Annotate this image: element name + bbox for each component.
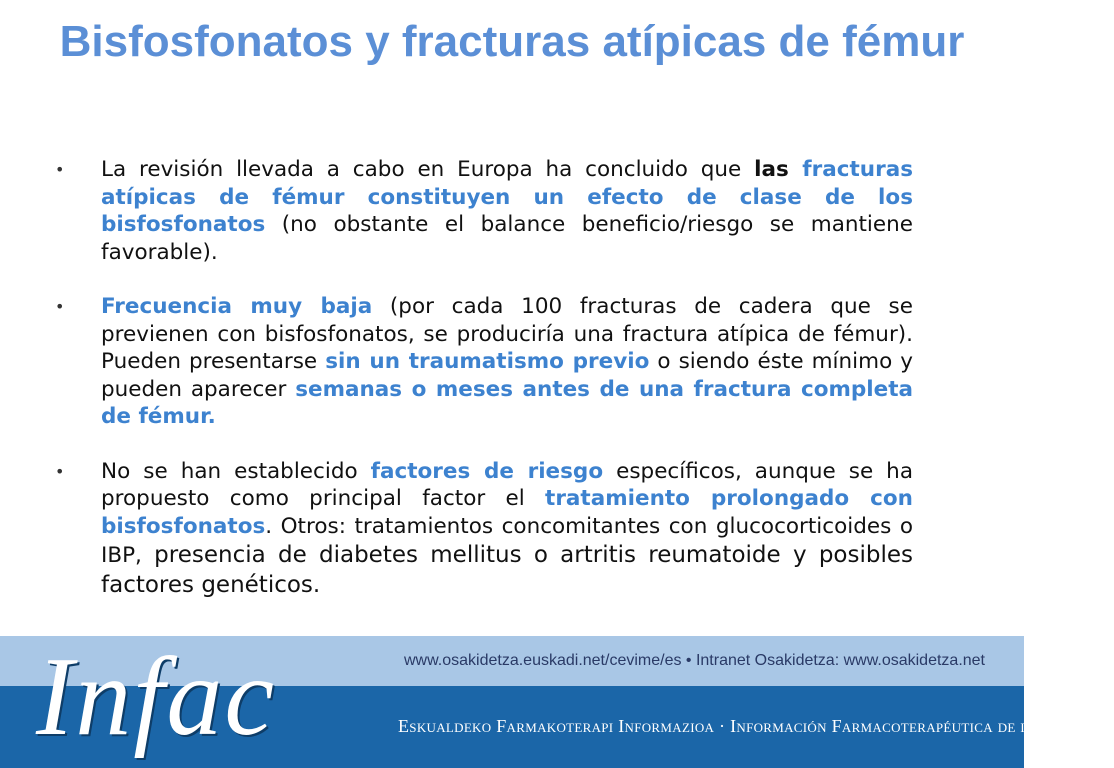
- bullet-text: o siendo éste mínimo y pueden aparecer: [101, 349, 913, 402]
- bullet-bold: las: [754, 157, 789, 182]
- bullet-highlight: Frecuencia muy baja: [101, 294, 373, 319]
- bullet-marker-icon: •: [55, 461, 65, 481]
- bullet-text: La revisión llevada a cabo en Europa ha concluido que: [101, 157, 755, 182]
- footer-tagline: Eskualdeko Farmakoterapi Informazioa · Información Farmacoterapéutica de la Comarca: [398, 716, 1114, 736]
- bullet-text: (por cada 100 fracturas de cadera que se previenen con bisfosfonatos, se produciría una fractura atípica de fémur). Pueden presentarse: [101, 294, 913, 374]
- infac-logo: Infac: [36, 635, 277, 759]
- bullet-marker-icon: •: [55, 160, 65, 179]
- bullet-highlight: tratamiento prolongado con bisfosfonatos: [101, 486, 913, 539]
- bullet-text: presencia de diabetes mellitus o artritis reumatoide y posibles factores genéticos.: [101, 542, 913, 598]
- bullet-marker-icon: •: [55, 297, 65, 316]
- footer-banner: [0, 635, 1114, 768]
- bullet-highlight: sin un traumatismo previo: [325, 349, 650, 374]
- bullet-list: [55, 156, 913, 627]
- bullet-highlight: semanas o meses antes de una fractura completa de fémur.: [101, 376, 914, 429]
- bullet-item: [55, 156, 913, 266]
- bullet-highlight: factores de riesgo: [370, 458, 604, 484]
- bullet-text: (no obstante el balance beneficio/riesgo se mantiene favorable).: [101, 212, 913, 265]
- bullet-text: No se han establecido: [101, 458, 371, 484]
- bullet-item: [55, 293, 913, 431]
- bullet-text: . Otros: tratamientos concomitantes con glucocorticoides o IBP,: [101, 513, 913, 568]
- bullet-text: específicos, aunque se ha propuesto como principal factor el: [101, 458, 913, 511]
- bullet-highlight: fracturas atípicas de fémur constituyen un efecto de clase de los bisfosfonatos: [101, 157, 913, 237]
- footer-urls: www.osakidetza.euskadi.net/cevime/es • Intranet Osakidetza: www.osakidetza.net: [404, 652, 985, 669]
- slide-title: Bisfosfonatos y fracturas atípicas de fémur: [59, 17, 965, 66]
- bullet-item: [55, 458, 913, 601]
